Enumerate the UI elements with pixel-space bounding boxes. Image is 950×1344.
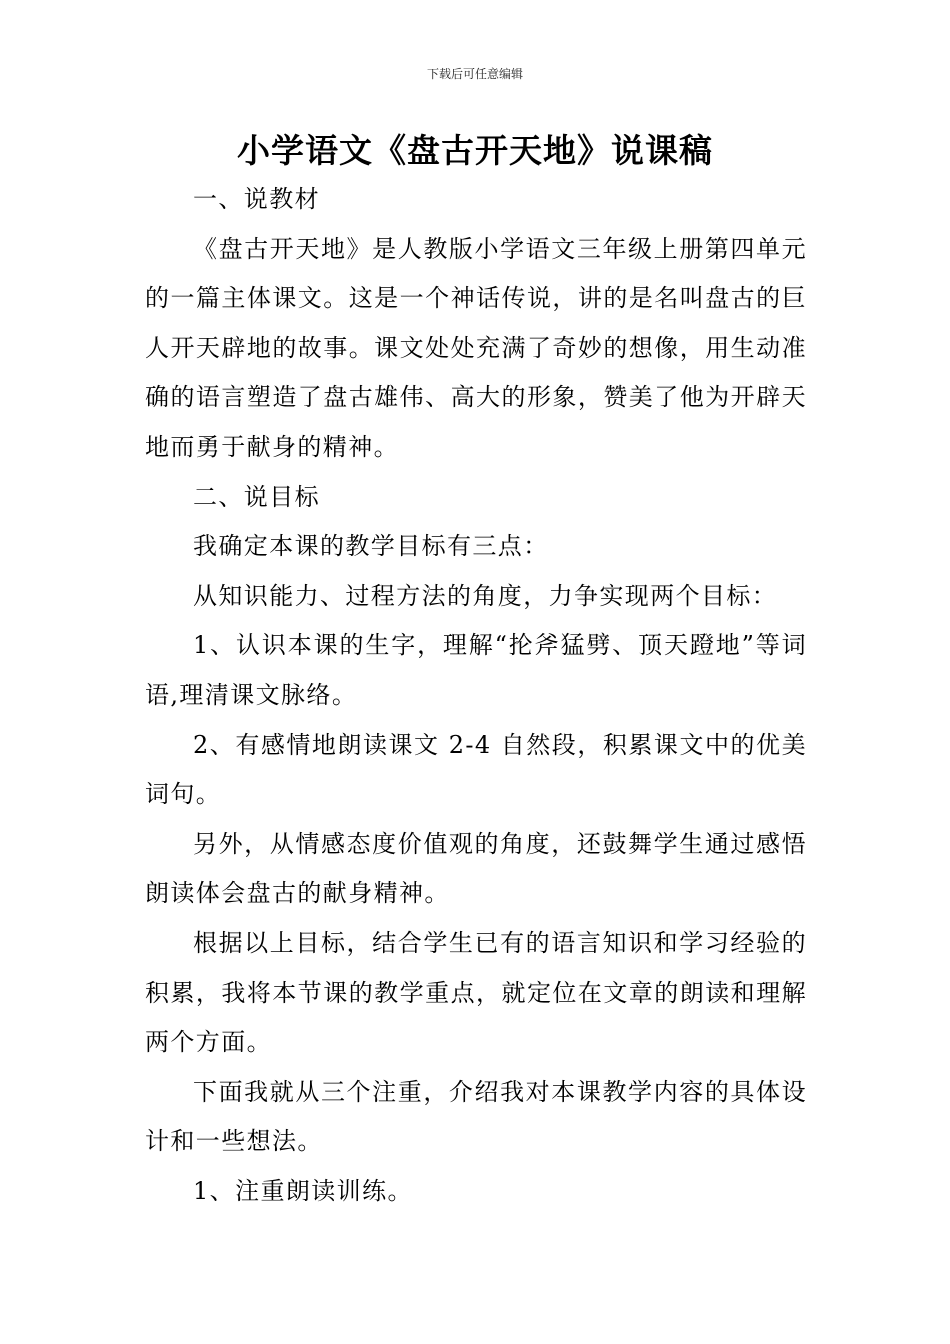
paragraph-design-intro: 下面我就从三个注重，介绍我对本课教学内容的具体设计和一些想法。	[145, 1077, 807, 1156]
section-heading-goals: 二、说目标	[193, 482, 320, 511]
document-body	[145, 175, 807, 1216]
paragraph-reading-training: 1、注重朗读训练。	[193, 1176, 413, 1205]
paragraph-goals-perspective: 从知识能力、过程方法的角度，力争实现两个目标：	[193, 581, 778, 610]
paragraph-key-points: 根据以上目标，结合学生已有的语言知识和学习经验的积累，我将本节课的教学重点，就定位在文章的朗读和理解两个方面。	[145, 928, 807, 1057]
section-heading-textbook: 一、说教材	[193, 185, 320, 213]
paragraph-textbook-intro: 《盘古开天地》是人教版小学语文三年级上册第四单元的一篇主体课文。这是一个神话传说，讲的是名叫盘古的巨人开天辟地的故事。课文处处充满了奇妙的想像，用生动准确的语言塑造了盘古雄伟、高大的形象，赞美了他为开辟天地而勇于献身的精神。	[145, 234, 807, 461]
paragraph-emotion-goal: 另外，从情感态度价值观的角度，还鼓舞学生通过感悟朗读体会盘古的献身精神。	[145, 829, 807, 908]
paragraph-goal-2: 2、有感情地朗读课文 2-4 自然段，积累课文中的优美词句。	[145, 730, 807, 809]
paragraph-goals-intro: 我确定本课的教学目标有三点：	[193, 532, 549, 561]
paragraph-goal-1: 1、认识本课的生字，理解“抡斧猛劈、顶天蹬地”等词语,理清课文脉络。	[145, 631, 807, 709]
document-title: 小学语文《盘古开天地》说课稿	[237, 131, 713, 170]
header-note: 下载后可任意编辑	[426, 67, 523, 81]
